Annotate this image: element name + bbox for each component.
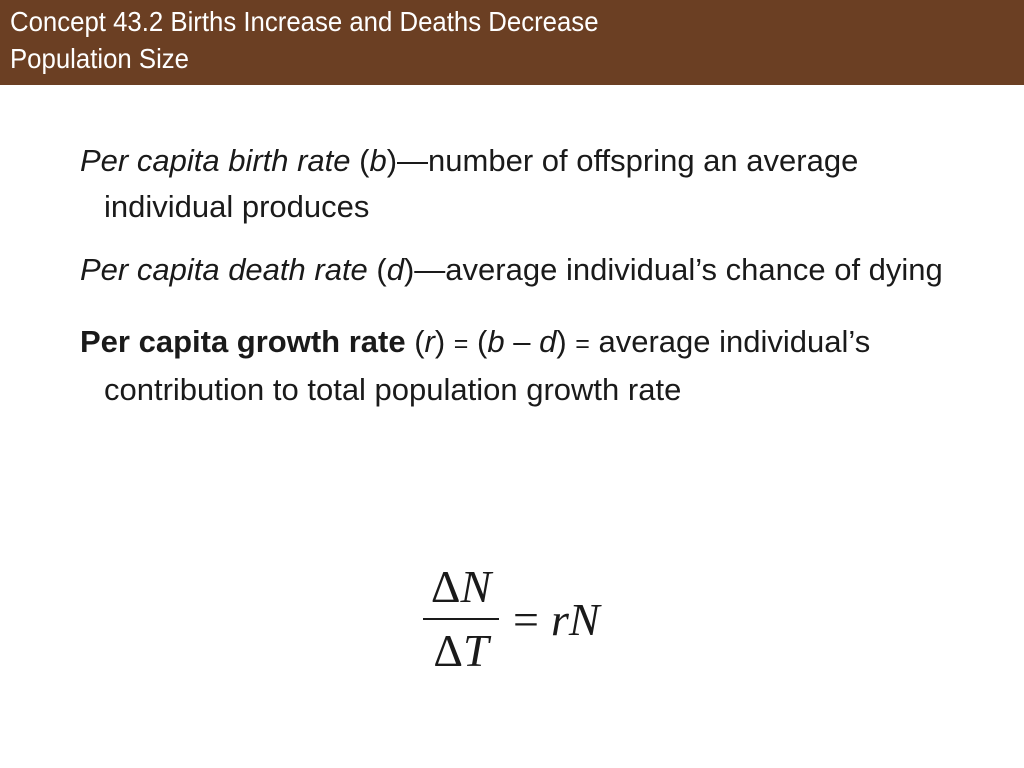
death-rate-paragraph: [80, 247, 960, 293]
death-rate-definition: )—average individual’s chance of dying: [403, 252, 943, 287]
growth-rate-symbol-b: b: [487, 324, 505, 359]
growth-rate-definition: average individual’s contribution to total population growth rate: [104, 324, 871, 407]
birth-rate-open: (: [350, 143, 370, 178]
numerator-variable: N: [460, 561, 492, 612]
equation-fraction: [423, 560, 499, 678]
equation-numerator: [431, 560, 491, 614]
slide-title-line-2: Population Size: [10, 43, 190, 74]
numerator-delta: Δ: [430, 561, 461, 612]
death-rate-symbol: d: [386, 252, 404, 287]
growth-rate-symbol-r: r: [424, 324, 435, 359]
fraction-bar: [423, 618, 499, 620]
denominator-delta: Δ: [433, 625, 463, 676]
growth-equation: [423, 560, 600, 678]
birth-rate-symbol: b: [369, 143, 387, 178]
equation-rhs: rN: [550, 593, 600, 645]
growth-rate-equals-2: =: [575, 330, 590, 358]
slide-title-bar: [0, 0, 1024, 85]
equation-denominator: [433, 624, 488, 678]
birth-rate-definition: )—number of offspring an average individual produces: [104, 143, 859, 224]
growth-rate-open: (: [405, 324, 425, 359]
growth-rate-mid-1: ): [434, 324, 454, 359]
denominator-variable: T: [463, 625, 489, 676]
birth-rate-paragraph: [80, 138, 960, 230]
slide-title-line-1: Concept 43.2 Births Increase and Deaths Decrease: [10, 6, 599, 37]
growth-rate-symbol-d: d: [539, 324, 557, 359]
death-rate-open: (: [367, 252, 387, 287]
birth-rate-term: Per capita birth rate: [80, 143, 351, 178]
growth-rate-paragraph: [80, 319, 960, 413]
growth-rate-mid-3: ): [556, 324, 576, 359]
growth-rate-term: Per capita growth rate: [80, 324, 406, 359]
growth-rate-mid-2: (: [468, 324, 488, 359]
growth-rate-minus: –: [504, 324, 540, 359]
growth-rate-equals-1: =: [453, 330, 469, 358]
death-rate-term: Per capita death rate: [80, 252, 368, 287]
slide-body: [80, 138, 960, 430]
equation-equals: =: [513, 593, 539, 645]
